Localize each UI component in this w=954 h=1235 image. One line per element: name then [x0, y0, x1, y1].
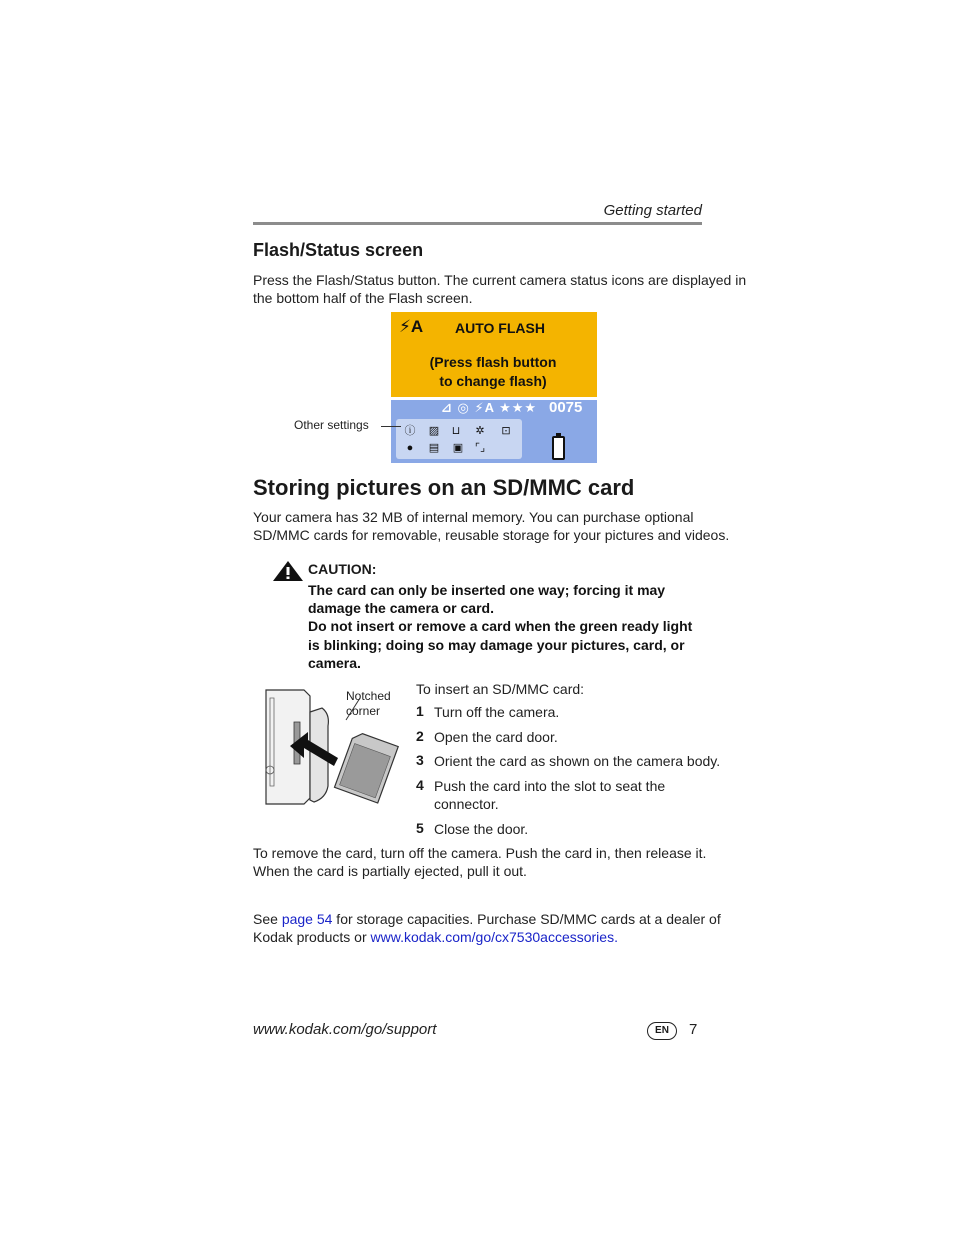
- white-balance-icon: ✲: [475, 425, 485, 437]
- step-1-text: Turn off the camera.: [434, 704, 560, 720]
- step-4-number: 4: [416, 777, 424, 793]
- see-also-line1: [253, 910, 721, 928]
- lcd-message-line2: to change flash): [439, 373, 547, 389]
- caution-line-1: The card can only be inserted one way; forcing it may: [308, 582, 666, 598]
- remove-line2: When the card is partially ejected, pull it out.: [253, 863, 527, 879]
- flash-intro-line2: the bottom half of the Flash screen.: [253, 290, 473, 306]
- caution-line-4: is blinking; doing so may damage your pictures, card, or: [308, 637, 685, 653]
- lcd-title: AUTO FLASH: [455, 320, 545, 336]
- flash-intro-line1: Press the Flash/Status button. The current camera status icons are displayed in: [253, 272, 747, 288]
- caution-line-5: camera.: [308, 655, 361, 671]
- step-3-number: 3: [416, 752, 424, 768]
- auto-flash-icon: ⚡A: [399, 317, 424, 336]
- flash-status-lcd: [391, 312, 597, 463]
- date-stamp-icon: ▤: [428, 442, 440, 454]
- language-badge: EN: [647, 1022, 677, 1040]
- focus-zone-icon: ⌜⌟: [474, 442, 486, 454]
- caution-line-3: Do not insert or remove a card when the green ready light: [308, 618, 693, 634]
- callout-leader-line: [381, 426, 401, 427]
- notched-label-line2: corner: [346, 704, 381, 718]
- step-5-text: Close the door.: [434, 821, 529, 837]
- section-heading-flash: Flash/Status screen: [253, 240, 424, 260]
- storing-intro-line2: SD/MMC cards for removable, reusable storage for your pictures and videos.: [253, 527, 730, 543]
- info-icon: ⓘ: [404, 425, 416, 437]
- section-heading-storing: Storing pictures on an SD/MMC card: [253, 475, 635, 500]
- notched-corner-label: [346, 689, 391, 719]
- header-rule: [253, 222, 702, 225]
- picture-count: 0075: [549, 399, 583, 416]
- storing-intro-line1: Your camera has 32 MB of internal memory. You can purchase optional: [253, 509, 694, 525]
- running-head: Getting started: [603, 202, 702, 219]
- other-settings-panel: [396, 419, 522, 459]
- accessories-link[interactable]: www.kodak.com/go/cx7530accessories.: [370, 929, 618, 945]
- caution-title: CAUTION:: [308, 561, 377, 577]
- iso-icon: ▣: [452, 442, 464, 454]
- notched-label-line1: Notched: [346, 689, 391, 703]
- see-middle: for storage capacities. Purchase SD/MMC cards at a dealer of: [332, 911, 721, 927]
- page-54-link[interactable]: page 54: [281, 911, 333, 927]
- battery-icon: [552, 436, 565, 460]
- see-line2-prefix: Kodak products or: [253, 929, 371, 945]
- exposure-icon: ▨: [428, 425, 440, 437]
- step-1-number: 1: [416, 703, 424, 719]
- see-prefix: See: [253, 911, 282, 927]
- step-2-text: Open the card door.: [434, 729, 558, 745]
- other-settings-callout: Other settings: [294, 418, 369, 432]
- step-2-number: 2: [416, 728, 424, 744]
- remove-line1: To remove the card, turn off the camera. Push the card in, then release it.: [253, 845, 707, 861]
- status-icons: ⊿ ◎ ⚡A ★★★: [441, 400, 538, 415]
- step-4-text-line2: connector.: [434, 796, 499, 812]
- page-number: 7: [689, 1021, 698, 1038]
- step-5-number: 5: [416, 820, 424, 836]
- lcd-message: [421, 353, 565, 391]
- long-time-icon: ⊔: [451, 425, 461, 437]
- color-mode-icon: ●: [406, 442, 414, 454]
- caution-line-2: damage the camera or card.: [308, 600, 494, 616]
- step-3-text: Orient the card as shown on the camera body.: [434, 753, 721, 769]
- caution-icon: [272, 560, 304, 587]
- steps-intro: To insert an SD/MMC card:: [416, 681, 585, 697]
- metering-icon: ⊡: [501, 425, 511, 437]
- footer-support-url: www.kodak.com/go/support: [253, 1021, 437, 1038]
- lcd-message-line1: (Press flash button: [429, 354, 557, 370]
- step-4-text-line1: Push the card into the slot to seat the: [434, 778, 666, 794]
- see-also-line2: [253, 928, 618, 946]
